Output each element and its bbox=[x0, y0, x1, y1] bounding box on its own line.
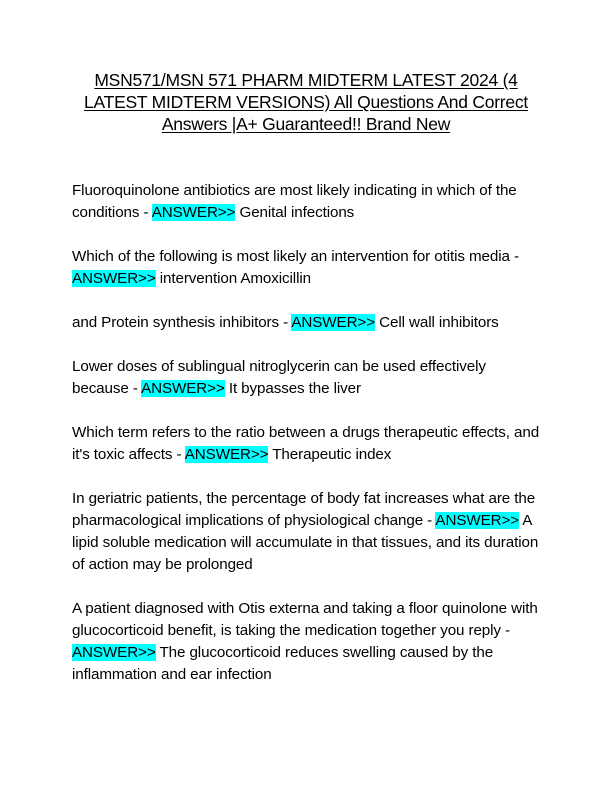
answer-marker: ANSWER>> bbox=[184, 446, 269, 463]
qa-list bbox=[72, 180, 544, 708]
qa-item bbox=[72, 422, 544, 466]
answer-text: It bypasses the liver bbox=[224, 380, 361, 397]
qa-item bbox=[72, 356, 544, 400]
question-text: Which term refers to the ratio between a drugs therapeutic effects, and it's toxic affects - bbox=[72, 424, 540, 463]
question-text: Which of the following is most likely an intervention for otitis media - bbox=[72, 248, 519, 265]
answer-text: Genital infections bbox=[235, 204, 355, 221]
answer-text: The glucocorticoid reduces swelling caused by the inflammation and ear infection bbox=[72, 644, 494, 683]
qa-item bbox=[72, 246, 544, 290]
answer-text: Cell wall inhibitors bbox=[374, 314, 499, 331]
answer-text: A lipid soluble medication will accumulate in that tissues, and its duration of action may be prolonged bbox=[72, 512, 539, 573]
question-text: and Protein synthesis inhibitors - bbox=[72, 314, 292, 331]
qa-item bbox=[72, 598, 544, 686]
document-title: MSN571/MSN 571 PHARM MIDTERM LATEST 2024 (4 LATEST MIDTERM VERSIONS) All Questions And Correct Answers |A+ Guaranteed!! Brand New bbox=[84, 70, 528, 134]
answer-marker: ANSWER>> bbox=[151, 204, 236, 221]
answer-marker: ANSWER>> bbox=[291, 314, 375, 331]
answer-text: intervention Amoxicillin bbox=[155, 270, 311, 287]
answer-text: Therapeutic index bbox=[268, 446, 392, 463]
qa-item bbox=[72, 488, 544, 576]
answer-marker: ANSWER>> bbox=[435, 512, 520, 529]
answer-marker: ANSWER>> bbox=[72, 644, 156, 661]
question-text: Fluoroquinolone antibiotics are most likely indicating in which of the conditions - bbox=[72, 182, 517, 221]
question-text: A patient diagnosed with Otis externa and taking a floor quinolone with glucocorticoid benefit, is taking the medication together you reply - bbox=[72, 600, 538, 639]
answer-marker: ANSWER>> bbox=[72, 270, 156, 287]
qa-item bbox=[72, 312, 544, 334]
question-text: Lower doses of sublingual nitroglycerin can be used effectively because - bbox=[72, 358, 486, 397]
qa-item bbox=[72, 180, 544, 224]
answer-marker: ANSWER>> bbox=[141, 380, 225, 397]
question-text: In geriatric patients, the percentage of body fat increases what are the pharmacological implications of physiological change - bbox=[72, 490, 536, 529]
